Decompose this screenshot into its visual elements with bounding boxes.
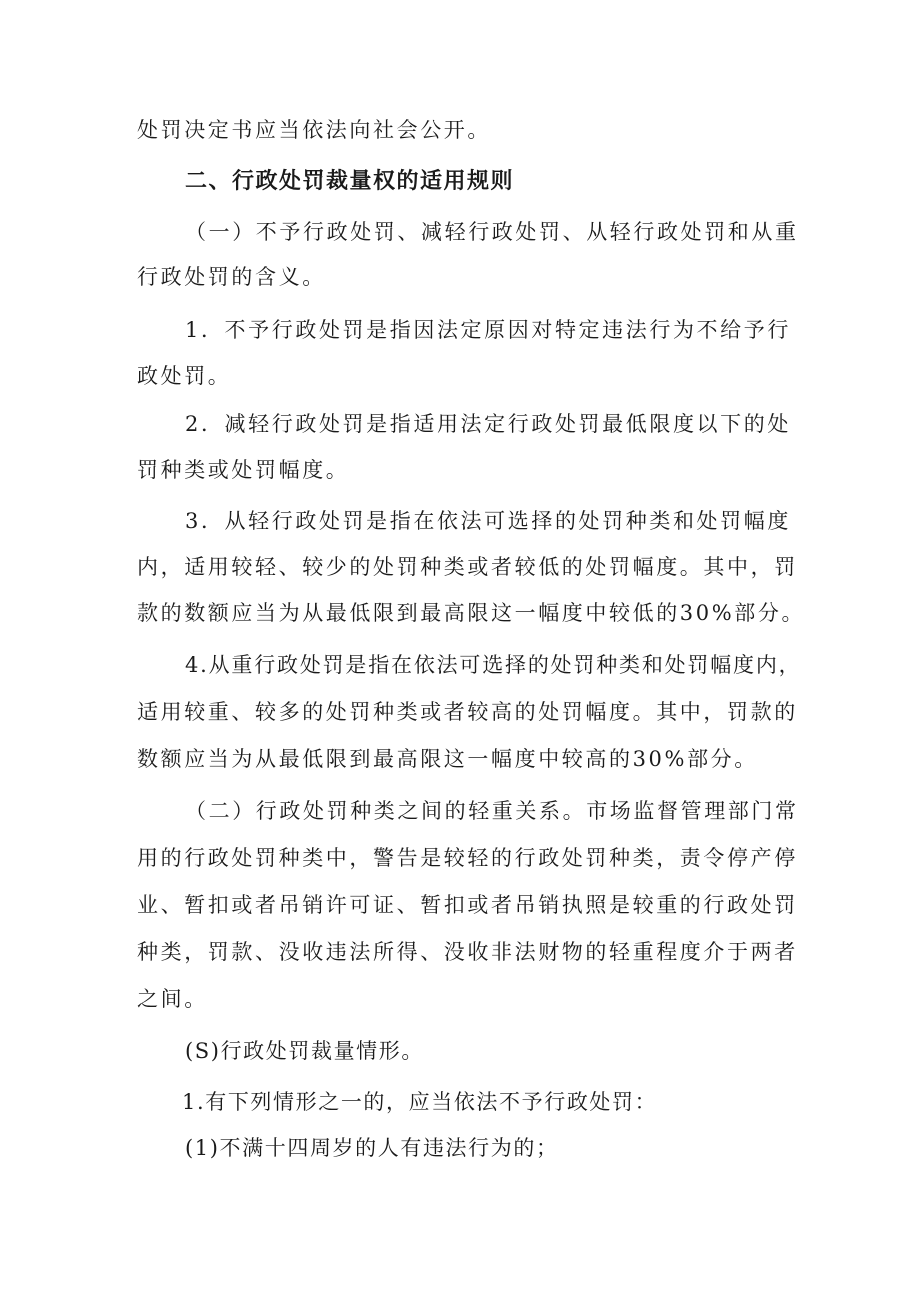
list-item-line: 1．不予行政处罚是指因法定原因对特定违法行为不给予行 — [185, 318, 791, 342]
paragraph-line: 之间。 — [137, 987, 208, 1011]
paragraph-line: 内，适用较轻、较少的处罚种类或者较低的处罚幅度。其中，罚 — [137, 555, 798, 579]
paragraph-line: 罚种类或处罚幅度。 — [137, 458, 350, 482]
paragraph-line: 政处罚。 — [137, 364, 232, 388]
paragraph-line: 处罚决定书应当依法向社会公开。 — [137, 118, 491, 142]
list-item-line: 4.从重行政处罚是指在依法可选择的处罚种类和处罚幅度内， — [185, 653, 802, 677]
list-item-line: 2．减轻行政处罚是指适用法定行政处罚最低限度以下的处 — [185, 412, 791, 436]
paragraph-line: 款的数额应当为从最低限到最高限这一幅度中较低的30%部分。 — [137, 601, 806, 625]
subsection-heading: （一）不予行政处罚、减轻行政处罚、从轻行政处罚和从重 — [185, 220, 799, 244]
subsection-heading: （二）行政处罚种类之间的轻重关系。市场监督管理部门常 — [185, 799, 799, 823]
paragraph-line: 适用较重、较多的处罚种类或者较高的处罚幅度。其中，罚款的 — [137, 700, 798, 724]
section-heading: 二、行政处罚裁量权的适用规则 — [185, 169, 515, 194]
paragraph-line: 数额应当为从最低限到最高限这一幅度中较高的30%部分。 — [137, 747, 758, 771]
paragraph-line: 行政处罚的含义。 — [137, 265, 326, 289]
list-item-line: 1.有下列情形之一的，应当依法不予行政处罚： — [182, 1090, 658, 1114]
paragraph-line: 用的行政处罚种类中，警告是较轻的行政处罚种类，责令停产停 — [137, 846, 798, 870]
subsection-heading: (S)行政处罚裁量情形。 — [185, 1039, 424, 1063]
list-item-line: 3．从轻行政处罚是指在依法可选择的处罚种类和处罚幅度 — [185, 509, 791, 533]
paragraph-line: 业、暂扣或者吊销许可证、暂扣或者吊销执照是较重的行政处罚 — [137, 893, 798, 917]
paragraph-line: 种类，罚款、没收违法所得、没收非法财物的轻重程度介于两者 — [137, 940, 798, 964]
list-item-line: (1)不满十四周岁的人有违法行为的； — [185, 1136, 559, 1160]
